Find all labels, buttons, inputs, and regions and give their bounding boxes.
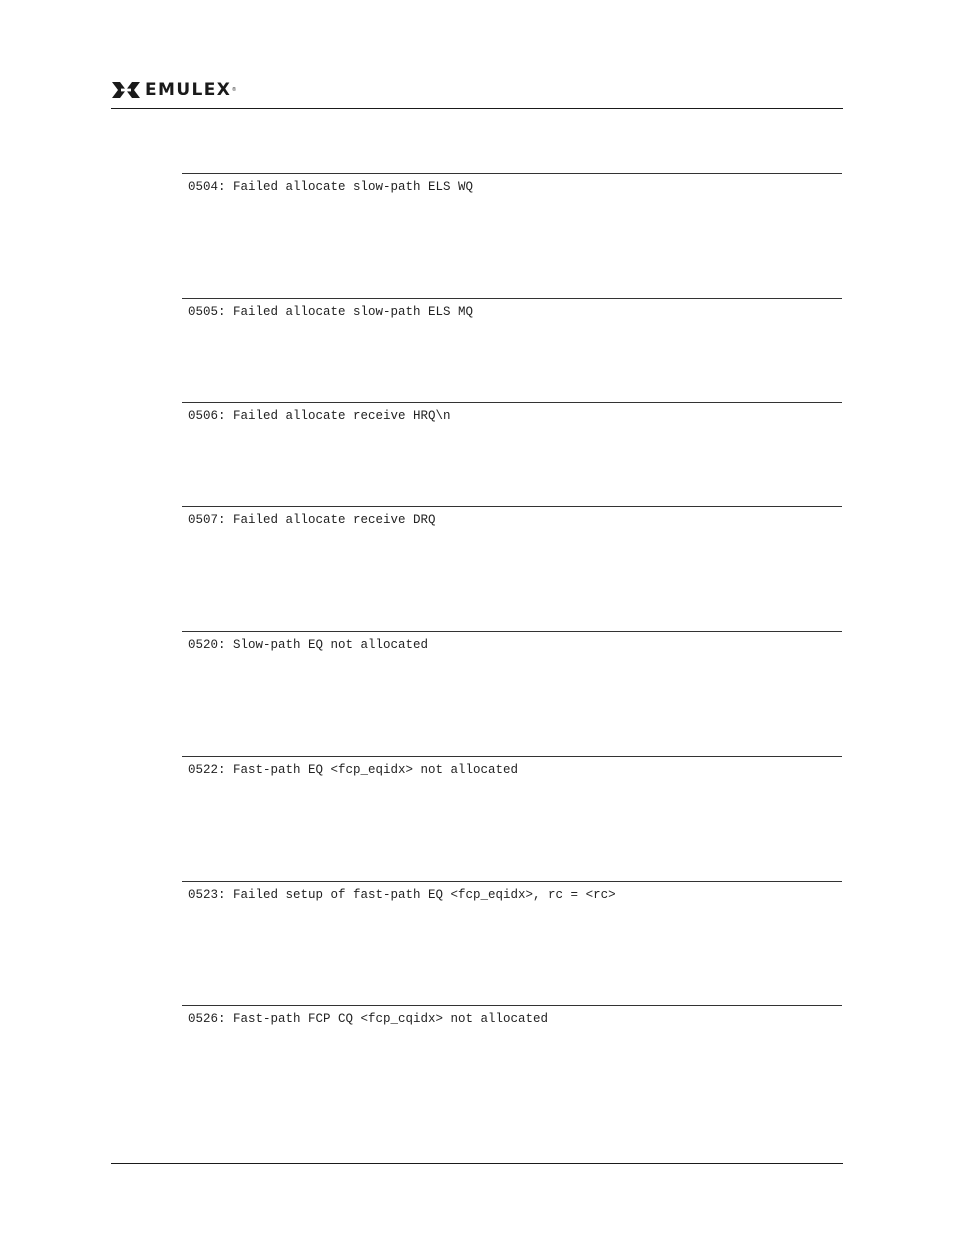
logo-wordmark: EMULEX [145, 80, 232, 100]
message-entry [182, 298, 842, 319]
message-entry [182, 506, 842, 527]
emulex-logo [111, 78, 236, 102]
header-divider [111, 108, 843, 109]
message-code: 0505: Failed allocate slow-path ELS MQ [188, 305, 474, 319]
message-entry [182, 1005, 842, 1026]
message-entry [182, 402, 842, 423]
footer-divider [111, 1163, 843, 1164]
message-entry [182, 881, 842, 902]
message-entry [182, 756, 842, 777]
message-code: 0504: Failed allocate slow-path ELS WQ [188, 180, 474, 194]
page-header [111, 78, 843, 110]
message-code: 0520: Slow-path EQ not allocated [188, 638, 429, 652]
message-entry [182, 173, 842, 194]
message-code: 0523: Failed setup of fast-path EQ <fcp_eqidx>, rc = <rc> [188, 888, 616, 902]
logo-trademark: ® [232, 87, 236, 93]
message-code: 0506: Failed allocate receive HRQ\n [188, 409, 451, 423]
message-code: 0526: Fast-path FCP CQ <fcp_cqidx> not allocated [188, 1012, 549, 1026]
emulex-logo-icon [111, 80, 141, 100]
message-code: 0522: Fast-path EQ <fcp_eqidx> not allocated [188, 763, 519, 777]
message-entry [182, 631, 842, 652]
message-code: 0507: Failed allocate receive DRQ [188, 513, 436, 527]
